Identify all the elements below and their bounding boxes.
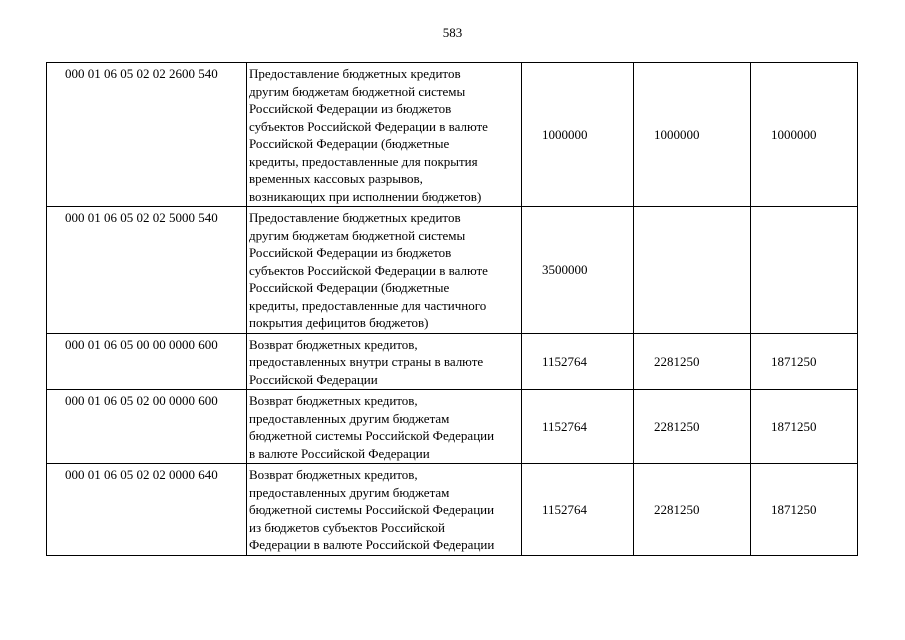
- amount-cell-3: 1871250: [751, 464, 858, 556]
- amount-cell-2: [634, 207, 751, 334]
- description-line: из бюджетов субъектов Российской: [249, 519, 445, 535]
- amount-cell-1: 1000000: [522, 63, 634, 207]
- description-line: бюджетной системы Российской Федерации: [249, 428, 495, 443]
- description-cell: [247, 333, 522, 390]
- description-line: Российской Федерации из бюджетов: [249, 245, 452, 260]
- budget-code-cell: 000 01 06 05 02 00 0000 600: [47, 390, 247, 464]
- description-cell: [247, 207, 522, 334]
- amount-cell-2: 1000000: [634, 63, 751, 207]
- amount-cell-3: 1000000: [751, 63, 858, 207]
- description-line: Возврат бюджетных кредитов,: [249, 467, 418, 482]
- description-line: в валюте Российской Федерации: [249, 445, 430, 461]
- description-line: возникающих при исполнении бюджетов): [249, 188, 482, 204]
- table-row: [47, 63, 858, 207]
- description-line: бюджетной системы Российской Федерации: [249, 502, 495, 517]
- table-row: [47, 390, 858, 464]
- description-line: другим бюджетам бюджетной системы: [249, 227, 466, 243]
- amount-cell-1: 3500000: [522, 207, 634, 334]
- table-body: [47, 63, 858, 556]
- page-number: 583: [442, 25, 463, 40]
- description-line: покрытия дефицитов бюджетов): [249, 315, 429, 330]
- description-line: субъектов Российской Федерации в валюте: [249, 262, 488, 278]
- table-row: [47, 464, 858, 556]
- description-line: Федерации в валюте Российской Федерации: [249, 537, 495, 552]
- description-line: предоставленных другим бюджетам: [249, 410, 450, 426]
- description-line: Возврат бюджетных кредитов,: [249, 393, 418, 408]
- description-line: Предоставление бюджетных кредитов: [249, 210, 461, 225]
- amount-cell-2: 2281250: [634, 464, 751, 556]
- budget-code-cell: 000 01 06 05 00 00 0000 600: [47, 333, 247, 390]
- budget-code-cell: 000 01 06 05 02 02 5000 540: [47, 207, 247, 334]
- description-cell: [247, 390, 522, 464]
- description-line: Российской Федерации из бюджетов: [249, 101, 452, 116]
- description-cell: [247, 464, 522, 556]
- description-line: кредиты, предоставленные для покрытия: [249, 153, 478, 169]
- amount-cell-2: 2281250: [634, 333, 751, 390]
- amount-cell-1: 1152764: [522, 390, 634, 464]
- description-line: Возврат бюджетных кредитов,: [249, 336, 418, 352]
- amount-cell-3: [751, 207, 858, 334]
- description-line: другим бюджетам бюджетной системы: [249, 83, 466, 99]
- table-row: [47, 333, 858, 390]
- description-line: Предоставление бюджетных кредитов: [249, 66, 461, 81]
- description-line: предоставленных внутри страны в валюте: [249, 354, 484, 369]
- budget-code-cell: 000 01 06 05 02 02 0000 640: [47, 464, 247, 556]
- amount-cell-3: 1871250: [751, 390, 858, 464]
- amount-cell-2: 2281250: [634, 390, 751, 464]
- amount-cell-1: 1152764: [522, 464, 634, 556]
- amount-cell-3: 1871250: [751, 333, 858, 390]
- budget-table: [46, 62, 858, 556]
- table-row: [47, 207, 858, 334]
- budget-code-cell: 000 01 06 05 02 02 2600 540: [47, 63, 247, 207]
- description-line: субъектов Российской Федерации в валюте: [249, 118, 488, 134]
- description-line: предоставленных другим бюджетам: [249, 484, 450, 500]
- description-line: временных кассовых разрывов,: [249, 171, 423, 186]
- amount-cell-1: 1152764: [522, 333, 634, 390]
- description-line: Российской Федерации (бюджетные: [249, 136, 450, 151]
- description-line: кредиты, предоставленные для частичного: [249, 297, 487, 313]
- description-cell: [247, 63, 522, 207]
- description-line: Российской Федерации (бюджетные: [249, 280, 450, 295]
- description-line: Российской Федерации: [249, 371, 378, 387]
